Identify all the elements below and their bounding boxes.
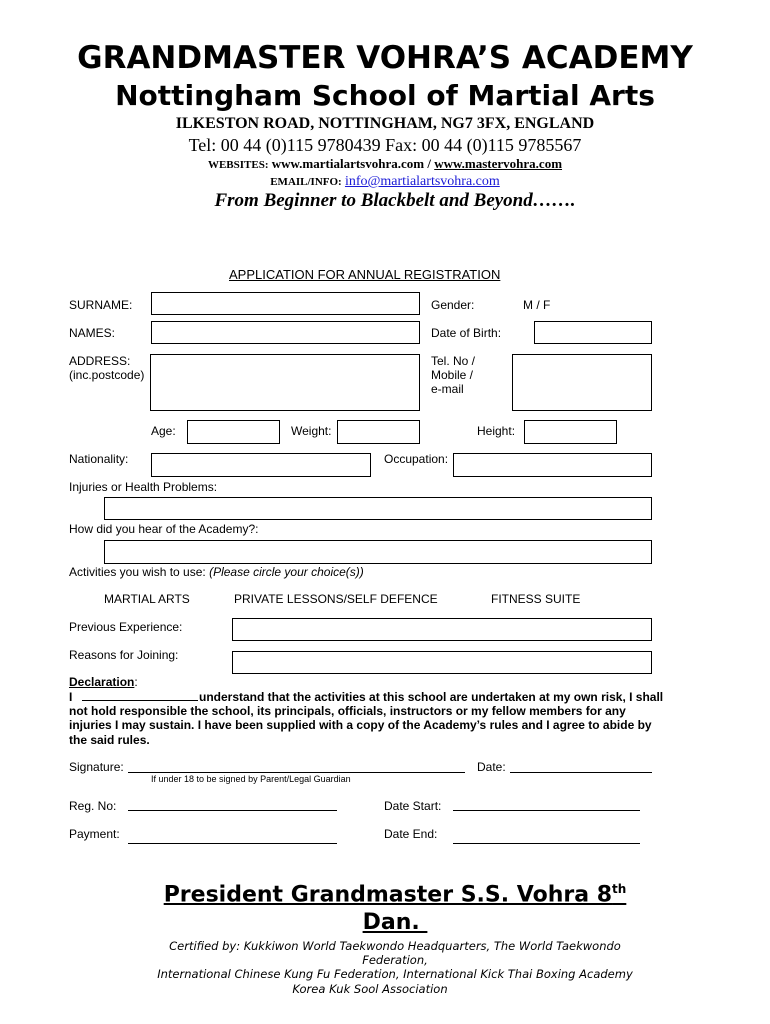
academy-title: GRANDMASTER VOHRA’S ACADEMY — [77, 40, 693, 76]
reg-no-line[interactable] — [128, 810, 337, 811]
declaration-line-1: understand that the activities at this school are undertaken at my own risk, I shall — [199, 690, 664, 704]
declaration-line-4: the said rules. — [69, 733, 150, 747]
weight-label: Weight: — [291, 424, 332, 438]
names-field[interactable] — [151, 321, 420, 344]
height-field[interactable] — [524, 420, 617, 444]
date-line[interactable] — [510, 772, 652, 773]
address-sublabel: (inc.postcode) — [69, 368, 145, 382]
occupation-field[interactable] — [453, 453, 652, 477]
tel-mobile-email-field[interactable] — [512, 354, 652, 411]
gender-label: Gender: — [431, 298, 475, 312]
declaration-line-2: not hold responsible the school, its principals, officials, instructors or my fellow members for any — [69, 704, 626, 718]
tel-label-2: Mobile / — [431, 368, 474, 382]
tel-label-1: Tel. No / — [431, 354, 476, 368]
age-label: Age: — [151, 424, 176, 438]
website-link-2[interactable]: www.mastervohra.com — [434, 156, 563, 171]
declaration-line-3: injuries I may sustain. I have been supplied with a copy of the Academy’s rules and I agree to abide by — [69, 718, 652, 732]
weight-field[interactable] — [337, 420, 420, 444]
occupation-label: Occupation: — [384, 452, 449, 466]
payment-label: Payment: — [69, 827, 120, 841]
date-label: Date: — [477, 760, 506, 774]
date-end-label: Date End: — [384, 827, 438, 841]
injuries-field[interactable] — [104, 497, 652, 520]
date-start-label: Date Start: — [384, 799, 442, 813]
payment-line[interactable] — [128, 843, 337, 844]
date-start-line[interactable] — [453, 810, 640, 811]
injuries-label: Injuries or Health Problems: — [69, 480, 218, 494]
gender-options[interactable]: M / F — [523, 298, 551, 312]
website-link-1[interactable]: www.martialartsvohra.com — [271, 156, 425, 171]
reasons-label: Reasons for Joining: — [69, 648, 179, 662]
activity-fitness-suite[interactable]: FITNESS SUITE — [491, 592, 581, 606]
certification-line-4: Korea Kuk Sool Association — [292, 982, 448, 996]
academy-phone: Tel: 00 44 (0)115 9780439 Fax: 00 44 (0)115 9785567 — [188, 135, 582, 155]
tel-label-3: e-mail — [431, 382, 464, 396]
declaration-heading — [69, 675, 138, 689]
president-dan: Dan. — [362, 910, 428, 935]
dob-label: Date of Birth: — [431, 326, 502, 340]
form-heading: APPLICATION FOR ANNUAL REGISTRATION — [229, 267, 501, 282]
certification-line-3: International Chinese Kung Fu Federation, International Kick Thai Boxing Academy — [157, 967, 633, 981]
declaration-colon: : — [134, 675, 138, 689]
activity-martial-arts[interactable]: MARTIAL ARTS — [104, 592, 190, 606]
address-field[interactable] — [150, 354, 420, 411]
certification-line-1: Certified by: Kukkiwon World Taekwondo Headquarters, The World Taekwondo — [169, 939, 621, 953]
reasons-field[interactable] — [232, 651, 652, 674]
websites-line — [0, 156, 770, 172]
tagline: From Beginner to Blackbelt and Beyond……. — [214, 190, 576, 211]
guardian-note: If under 18 to be signed by Parent/Legal Guardian — [151, 774, 351, 784]
surname-field[interactable] — [151, 292, 420, 315]
previous-experience-label: Previous Experience: — [69, 620, 183, 634]
president-text: President Grandmaster S.S. Vohra 8 — [163, 882, 613, 908]
height-label: Height: — [477, 424, 516, 438]
signature-line[interactable] — [128, 772, 465, 773]
address-label: ADDRESS: — [69, 354, 131, 368]
activities-label — [69, 565, 364, 579]
declaration-heading-text: Declaration — [69, 675, 135, 689]
names-label: NAMES: — [69, 326, 116, 340]
email-label: EMAIL/INFO: — [270, 176, 342, 188]
websites-label: WEBSITES: — [207, 159, 269, 171]
websites-separator: / — [427, 156, 431, 171]
signature-label: Signature: — [69, 760, 124, 774]
date-end-line[interactable] — [453, 843, 640, 844]
age-field[interactable] — [187, 420, 280, 444]
academy-subtitle: Nottingham School of Martial Arts — [115, 79, 655, 112]
certification-line-2: Federation, — [362, 953, 428, 967]
nationality-field[interactable] — [151, 453, 371, 477]
president-line — [0, 882, 770, 907]
how-heard-field[interactable] — [104, 540, 652, 564]
surname-label: SURNAME: — [69, 298, 133, 312]
activities-hint: (Please circle your choice(s)) — [209, 565, 364, 579]
email-link[interactable]: info@martialartsvohra.com — [344, 174, 500, 189]
reg-no-label: Reg. No: — [69, 799, 117, 813]
nationality-label: Nationality: — [69, 452, 129, 466]
activities-text: Activities you wish to use: — [69, 565, 206, 579]
previous-experience-field[interactable] — [232, 618, 652, 641]
declaration-i: I — [69, 690, 73, 704]
activity-private-lessons[interactable]: PRIVATE LESSONS/SELF DEFENCE — [234, 592, 438, 606]
email-line — [0, 173, 770, 190]
academy-address: ILKESTON ROAD, NOTTINGHAM, NG7 3FX, ENGLAND — [175, 115, 595, 132]
declaration-name-line[interactable] — [82, 700, 198, 701]
president-suffix: th — [612, 882, 627, 896]
dob-field[interactable] — [534, 321, 652, 344]
how-heard-label: How did you hear of the Academy?: — [69, 522, 259, 536]
